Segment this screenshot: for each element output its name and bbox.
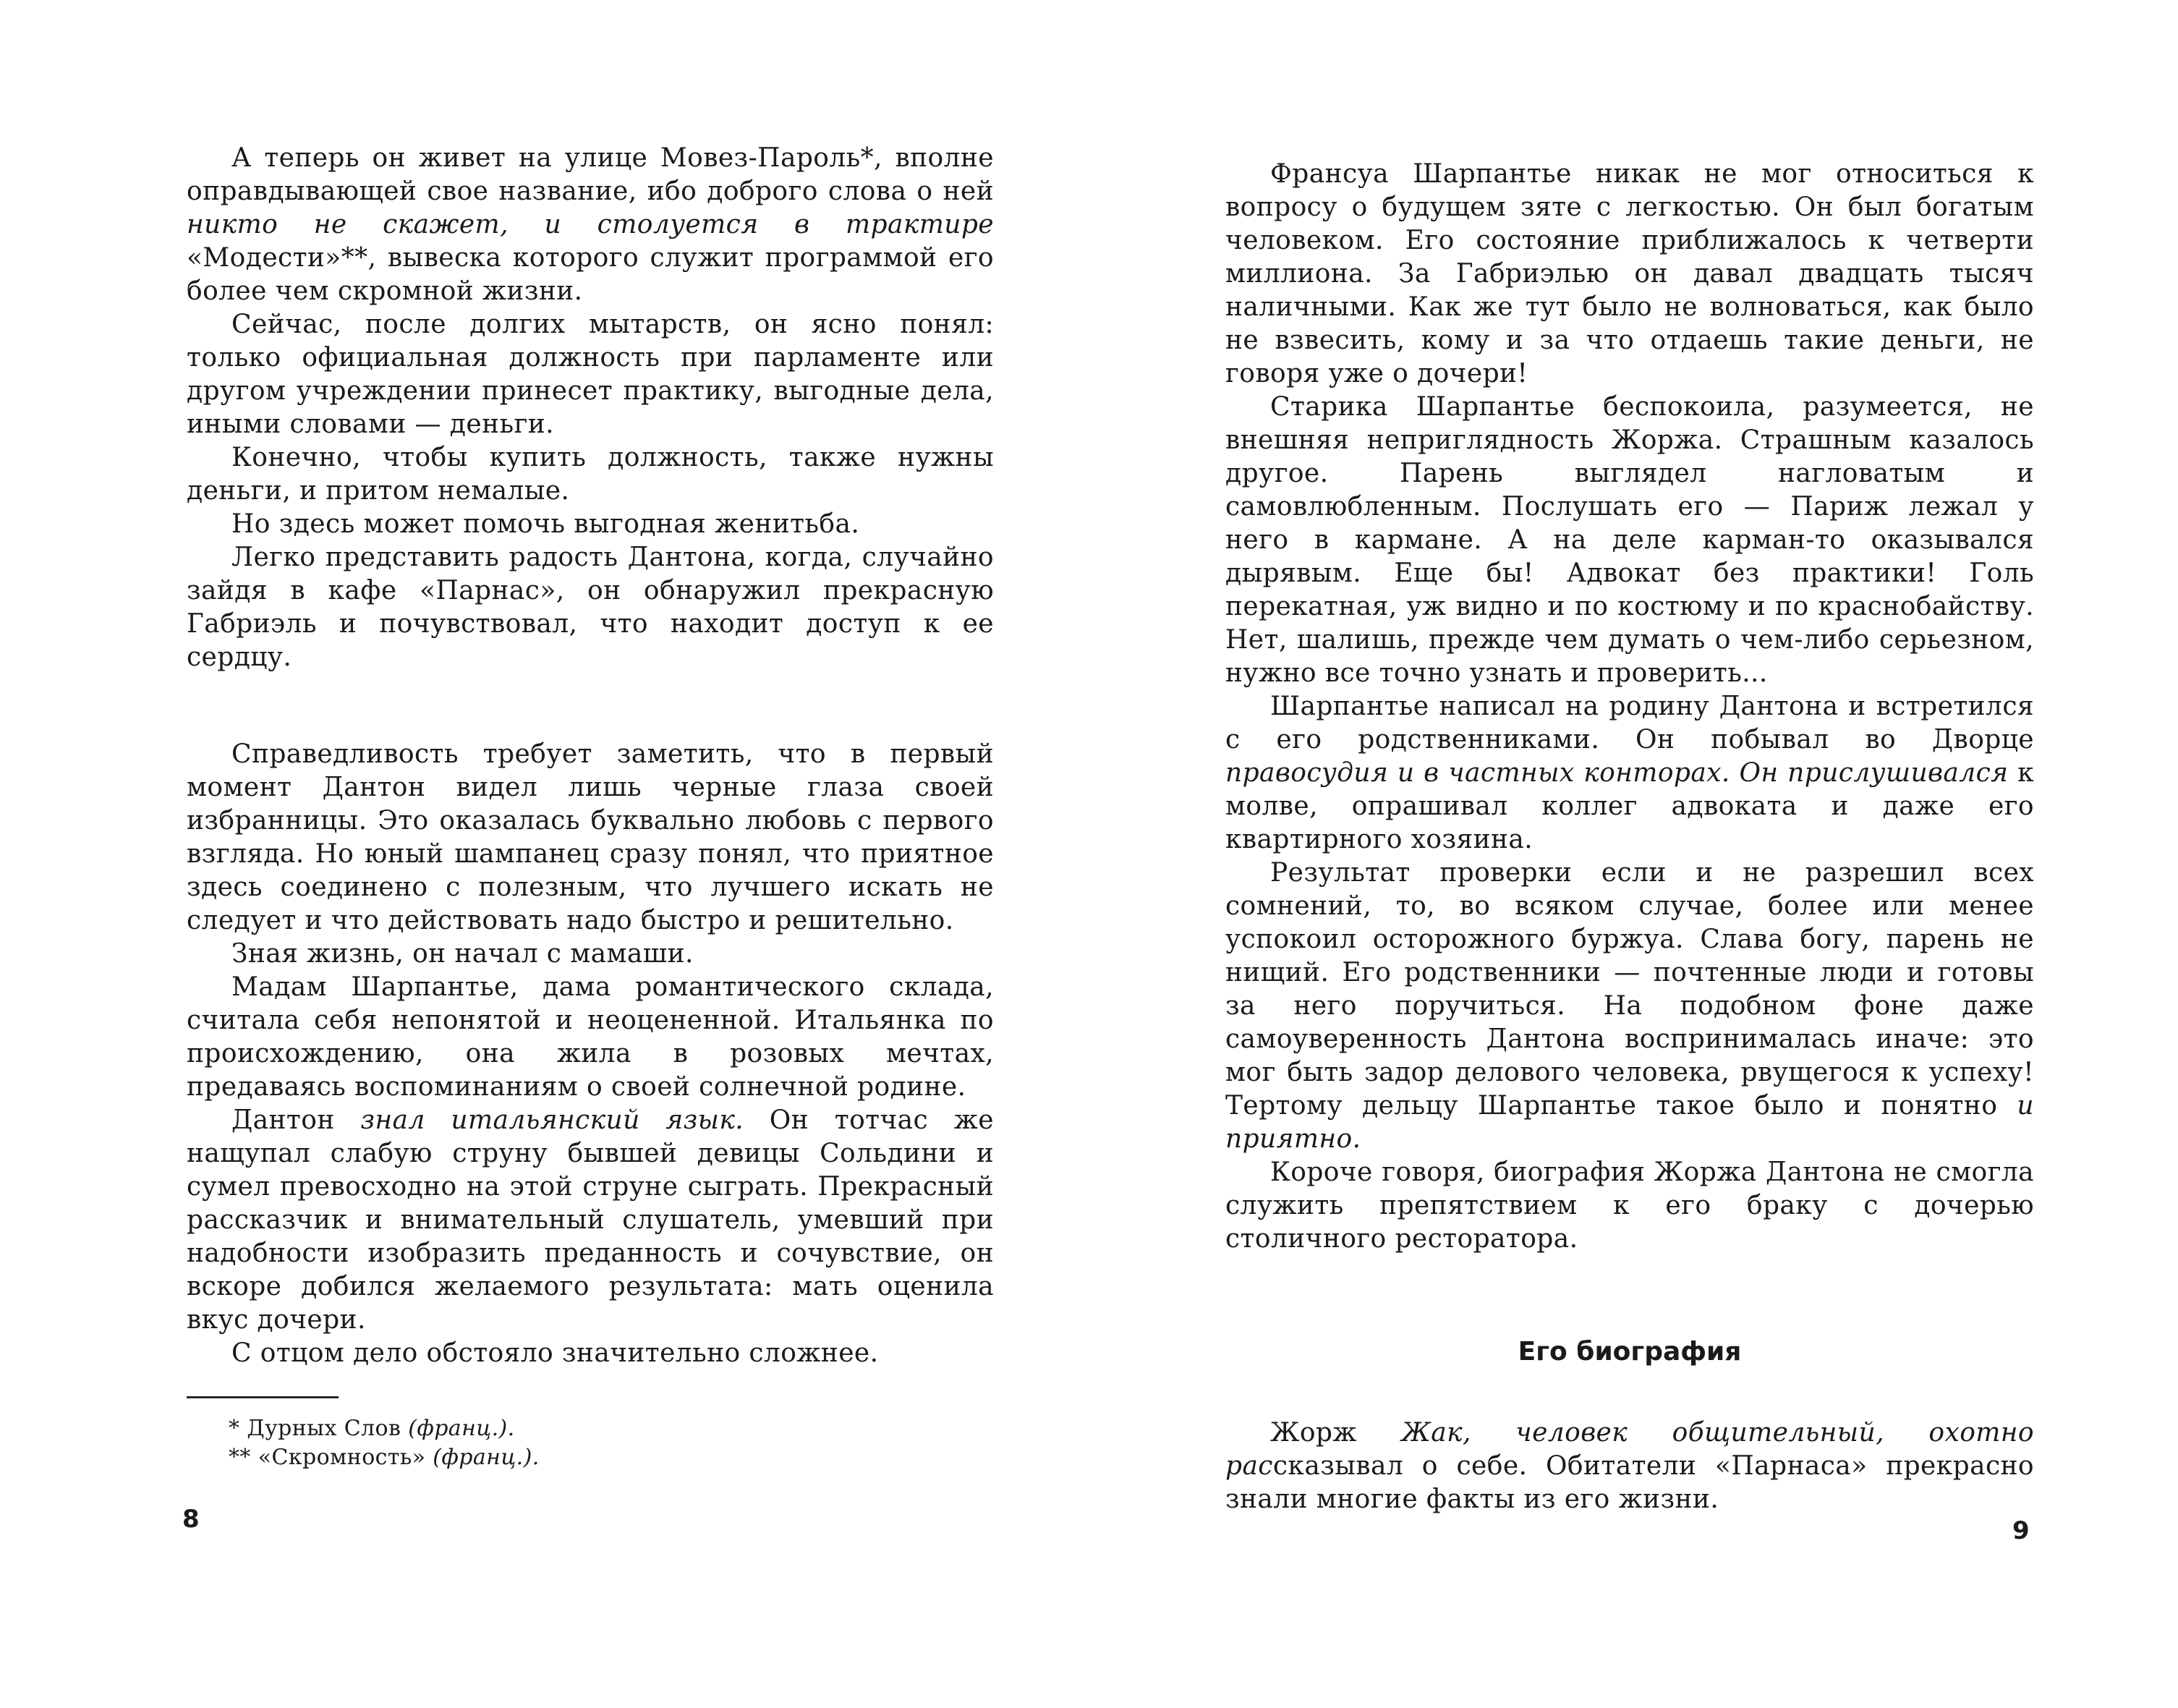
text-run: Результат проверки если и не разрешил всех сомнений, то, во всяком случае, более или менее успокоил осторожного буржуа. Слава богу, парень не нищий. Его родственники — почтенные люди и готовы за него поручиться. На подобном фоне даже самоуверенность Дантона воспринималась иначе: это мог быть задор делового человека, рвущегося к успеху! Тертому дельцу Шарпантье такое было и понятно [1225,858,2034,1121]
italic-text: (франц.). [408,1416,515,1441]
paragraph [187,738,994,938]
right-page-body [1225,158,2034,1256]
paragraph [187,308,994,441]
paragraph [1225,158,2034,391]
text-run: Жорж [1270,1418,1402,1448]
italic-text: знал итальянский язык. [360,1105,744,1135]
paragraph [187,441,994,508]
paragraph [187,938,994,971]
text-run: Короче говоря, биография Жоржа Дантона не смогла служить препятствием к его браку с дочерью столичного ресторатора. [1225,1157,2034,1254]
text-run: Но здесь может помочь выгодная женитьба. [231,509,860,539]
text-run: Мадам Шарпантье, дама романтического склада, считала себя непонятой и неоцененной. Итальянка по происхождению, она жила в розовых мечтах, предаваясь воспоминаниям о своей солнечной родине. [187,972,994,1102]
paragraph [1225,391,2034,690]
right-page [1085,0,2178,1708]
text-run: сказывал о себе. Обитатели «Парнаса» прекрасно знали многие факты из его жизни. [1225,1451,2034,1514]
page-number-right: 9 [2012,1516,2030,1545]
text-run: Старика Шарпантье беспокоила, разумеется, не внешняя неприглядность Жоржа. Страшным казалось другое. Парень выглядел нагловатым и самовлюбленным. Послушать его — Париж лежал у него в кармане. А на деле карман-то оказывался дырявым. Еще бы! Адвокат без практики! Голь перекатная, уж видно и по костюму и по краснобайству. Нет, шалишь, прежде чем думать о чем-либо серьезном, нужно все точно узнать и проверить... [1225,392,2034,688]
right-page-text [1225,158,2034,1516]
right-page-body-after-heading [1225,1416,2034,1516]
page-number-left: 8 [182,1505,200,1534]
paragraph [187,508,994,541]
text-run: Шарпантье написал на родину Дантона и встретился с его родственниками. Он побывал во Дворце [1225,692,2034,755]
paragraph [1225,857,2034,1156]
italic-text: никто не скажет, и столуется в трактире [187,210,994,239]
text-run: Справедливость требует заметить, что в первый момент Дантон видел лишь черные глаза своей избранницы. Это оказалась буквально любовь с первого взгляда. Но юный шампанец сразу понял, что приятное здесь соединено с полезным, что лучшего искать не следует и что действовать надо быстро и решительно. [187,739,994,935]
text-run: Легко представить радость Дантона, когда, случайно зайдя в кафе «Парнас», он обнаружил прекрасную Габриэль и почувствовал, что находит доступ к ее сердцу. [187,543,994,672]
footnotes [187,1414,994,1472]
text-run: * Дурных Слов [229,1416,409,1441]
paragraph [187,1337,994,1370]
text-run: А теперь он живет на улице Мовез-Пароль*, вполне оправдывающей свое название, ибо доброго слова о ней [187,143,994,206]
text-run: Франсуа Шарпантье никак не мог относиться к вопросу о будущем зяте с легкостью. Он был богатым человеком. Его состояние приближалось к четверти миллиона. За Габриэлью он давал двадцать тысяч наличными. Как же тут было не волноваться, как было не взвесить, кому и за что отдаешь такие деньги, не говоря уже о дочери! [1225,159,2034,388]
paragraph [187,541,994,674]
left-page [0,0,1085,1708]
text-run: ** «Скромность» [229,1445,433,1470]
text-run: Сейчас, после долгих мытарств, он ясно понял: только официальная должность при парламенте или другом учреждении принесет практику, выгодные дела, иными словами — деньги. [187,310,994,439]
paragraph [187,971,994,1104]
italic-text: Жак, человек общительный, охотно рас [1225,1418,2034,1481]
italic-text: правосудия и в частных конторах. Он прислушивался [1225,758,2009,788]
italic-text: (франц.). [433,1445,540,1470]
text-run: к молве, опрашивал коллег адвоката и даже его квартирного хозяина. [1225,758,2035,854]
text-run: Конечно, чтобы купить должность, также нужны деньги, и притом немалые. [187,443,994,506]
left-page-text [187,142,994,1472]
text-run: Зная жизнь, он начал с мамаши. [231,939,694,969]
footnote-divider [187,1396,339,1398]
paragraph [1225,1416,2034,1516]
left-page-body [187,142,994,1370]
section-heading: Его биография [1518,1337,1742,1367]
footnote [229,1443,994,1472]
paragraph [187,142,994,308]
text-run: С отцом дело обстояло значительно сложнее. [231,1338,879,1368]
text-run: Дантон [231,1105,361,1135]
paragraph [187,1104,994,1337]
text-run: «Модести»**, вывеска которого служит программой его более чем скромной жизни. [187,243,994,306]
paragraph [1225,1156,2034,1256]
paragraph [1225,690,2034,857]
footnote [229,1414,994,1443]
text-run: Он тотчас же нащупал слабую струну бывшей девицы Сольдини и сумел превосходно на этой струне сыграть. Прекрасный рассказчик и внимательный слушатель, умевший при надобности изобразить преданность и сочувствие, он вскоре добился желаемого результата: мать оценила вкус дочери. [187,1105,994,1335]
italic-text: и приятно. [1225,1091,2034,1154]
